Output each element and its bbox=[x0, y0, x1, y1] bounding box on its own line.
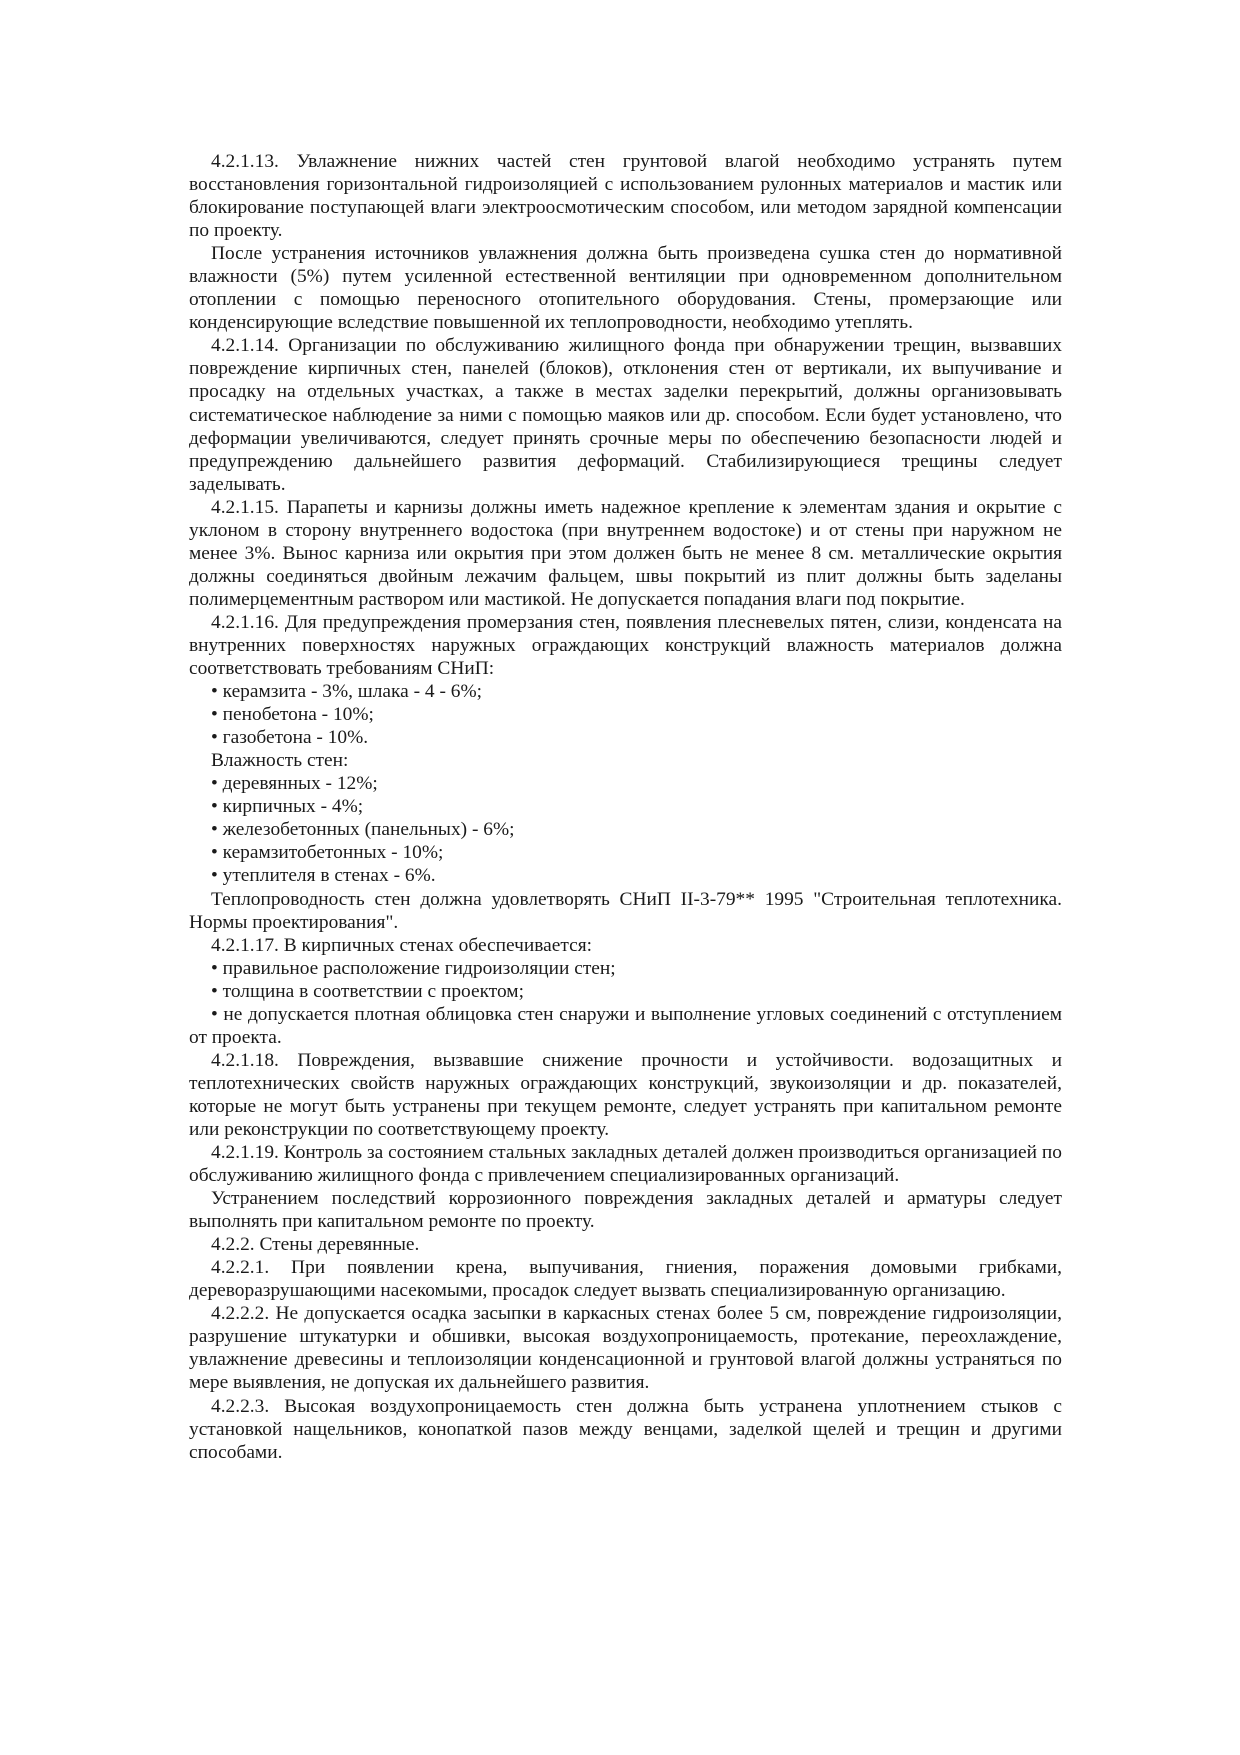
list-item-wooden: • деревянных - 12%; bbox=[211, 773, 378, 795]
list-item-cladding: • не допускается плотная облицовка стен снаружи и выполнение угловых соединений с отступлением от проекта. bbox=[189, 1003, 1062, 1048]
list-item-brick: • кирпичных - 4%; bbox=[211, 796, 364, 818]
paragraph-4-2-2-2: 4.2.2.2. Не допускается осадка засыпки в каркасных стенах более 5 см, повреждение гидроизоляции, разрушение штукатурки и обшивки, высокая воздухопроницаемость, протекание, переохлаждение, увлажнение древесины и теплоизоляции конденсационной и грунтовой влагой должны устраняться по мере выявления, не допуская их дальнейшего развития. bbox=[189, 1303, 1062, 1394]
paragraph-4-2-1-13: 4.2.1.13. Увлажнение нижних частей стен грунтовой влагой необходимо устранять путем восстановления горизонтальной гидроизоляцией с использованием рулонных материалов и мастик или блокирование поступающей влаги электроосмотическим способом, или методом зарядной компенсации по проекту. bbox=[189, 151, 1062, 242]
paragraph-4-2-1-18: 4.2.1.18. Повреждения, вызвавшие снижение прочности и устойчивости. водозащитных и теплотехнических свойств наружных ограждающих конструкций, звукоизоляции и др. показателей, которые не могут быть устранены при текущем ремонте, следует устранять при капитальном ремонте или реконструкции по соответствующему проекту. bbox=[189, 1049, 1062, 1140]
paragraph-4-2-1-14: 4.2.1.14. Организации по обслуживанию жилищного фонда при обнаружении трещин, вызвавших повреждение кирпичных стен, панелей (блоков), отклонения стен от вертикали, их выпучивание и просадку на отдельных участках, а также в местах заделки перекрытий, должны организовывать систематическое наблюдение за ними с помощью маяков или др. способом. Если будет установлено, что деформации увеличиваются, следует принять срочные меры по обеспечению безопасности людей и предупреждению дальнейшего развития деформаций. Стабилизирующиеся трещины следует заделывать. bbox=[189, 335, 1062, 495]
list-item-keramzit: • керамзита - 3%, шлака - 4 - 6%; bbox=[211, 681, 482, 703]
list-item-gazobeton: • газобетона - 10%. bbox=[211, 727, 369, 749]
paragraph-4-2-1-17: 4.2.1.17. В кирпичных стенах обеспечивается: bbox=[211, 934, 593, 956]
list-item-waterproofing: • правильное расположение гидроизоляции стен; bbox=[211, 957, 616, 979]
paragraph-4-2-1-19: 4.2.1.19. Контроль за состоянием стальных закладных деталей должен производиться организацией по обслуживанию жилищного фонда с привлечением специализированных организаций. bbox=[189, 1142, 1062, 1187]
paragraph-thermal-conductivity: Теплопроводность стен должна удовлетворять СНиП II-3-79** 1995 "Строительная теплотехника. Нормы проектирования". bbox=[189, 888, 1062, 933]
list-item-reinforced-concrete: • железобетонных (панельных) - 6%; bbox=[211, 819, 515, 841]
document-page bbox=[189, 150, 1062, 1464]
paragraph-4-2-1-15: 4.2.1.15. Парапеты и карнизы должны иметь надежное крепление к элементам здания и окрытие с уклоном в сторону внутреннего водостока (при внутреннем водостоке) и от стены при наружном не менее 3%. Вынос карниза или окрытия при этом должен быть не менее 8 см. металлические окрытия должны соединяться двойным лежачим фальцем, швы покрытий из плит должны быть заделаны полимерцементным раствором или мастикой. Не допускается попадания влаги под покрытие. bbox=[189, 496, 1062, 610]
list-item-thickness: • толщина в соответствии с проектом; bbox=[211, 980, 524, 1002]
section-heading-4-2-2: 4.2.2. Стены деревянные. bbox=[211, 1234, 420, 1256]
list-item-insulation: • утеплителя в стенах - 6%. bbox=[211, 865, 436, 887]
wall-moisture-heading: Влажность стен: bbox=[211, 750, 349, 772]
paragraph-corrosion: Устранением последствий коррозионного повреждения закладных деталей и арматуры следует выполнять при капитальном ремонте по проекту. bbox=[189, 1188, 1062, 1233]
paragraph-4-2-2-1: 4.2.2.1. При появлении крена, выпучивания, гниения, поражения домовыми грибками, дереворазрушающими насекомыми, просадок следует вызвать специализированную организацию. bbox=[189, 1257, 1062, 1302]
paragraph-drying: После устранения источников увлажнения должна быть произведена сушка стен до нормативной влажности (5%) путем усиленной естественной вентиляции при одновременном дополнительном отоплении с помощью переносного отопительного оборудования. Стены, промерзающие или конденсирующие вследствие повышенной их теплопроводности, необходимо утеплять. bbox=[189, 243, 1062, 334]
paragraph-4-2-2-3: 4.2.2.3. Высокая воздухопроницаемость стен должна быть устранена уплотнением стыков с установкой нащельников, конопаткой пазов между венцами, заделкой щелей и трещин и другими способами. bbox=[189, 1395, 1062, 1463]
list-item-keramzitobeton: • керамзитобетонных - 10%; bbox=[211, 842, 444, 864]
list-item-penobeton: • пенобетона - 10%; bbox=[211, 704, 374, 726]
paragraph-4-2-1-16: 4.2.1.16. Для предупреждения промерзания стен, появления плесневелых пятен, слизи, конденсата на внутренних поверхностях наружных ограждающих конструкций влажность материалов должна соответствовать требованиям СНиП: bbox=[189, 611, 1062, 680]
